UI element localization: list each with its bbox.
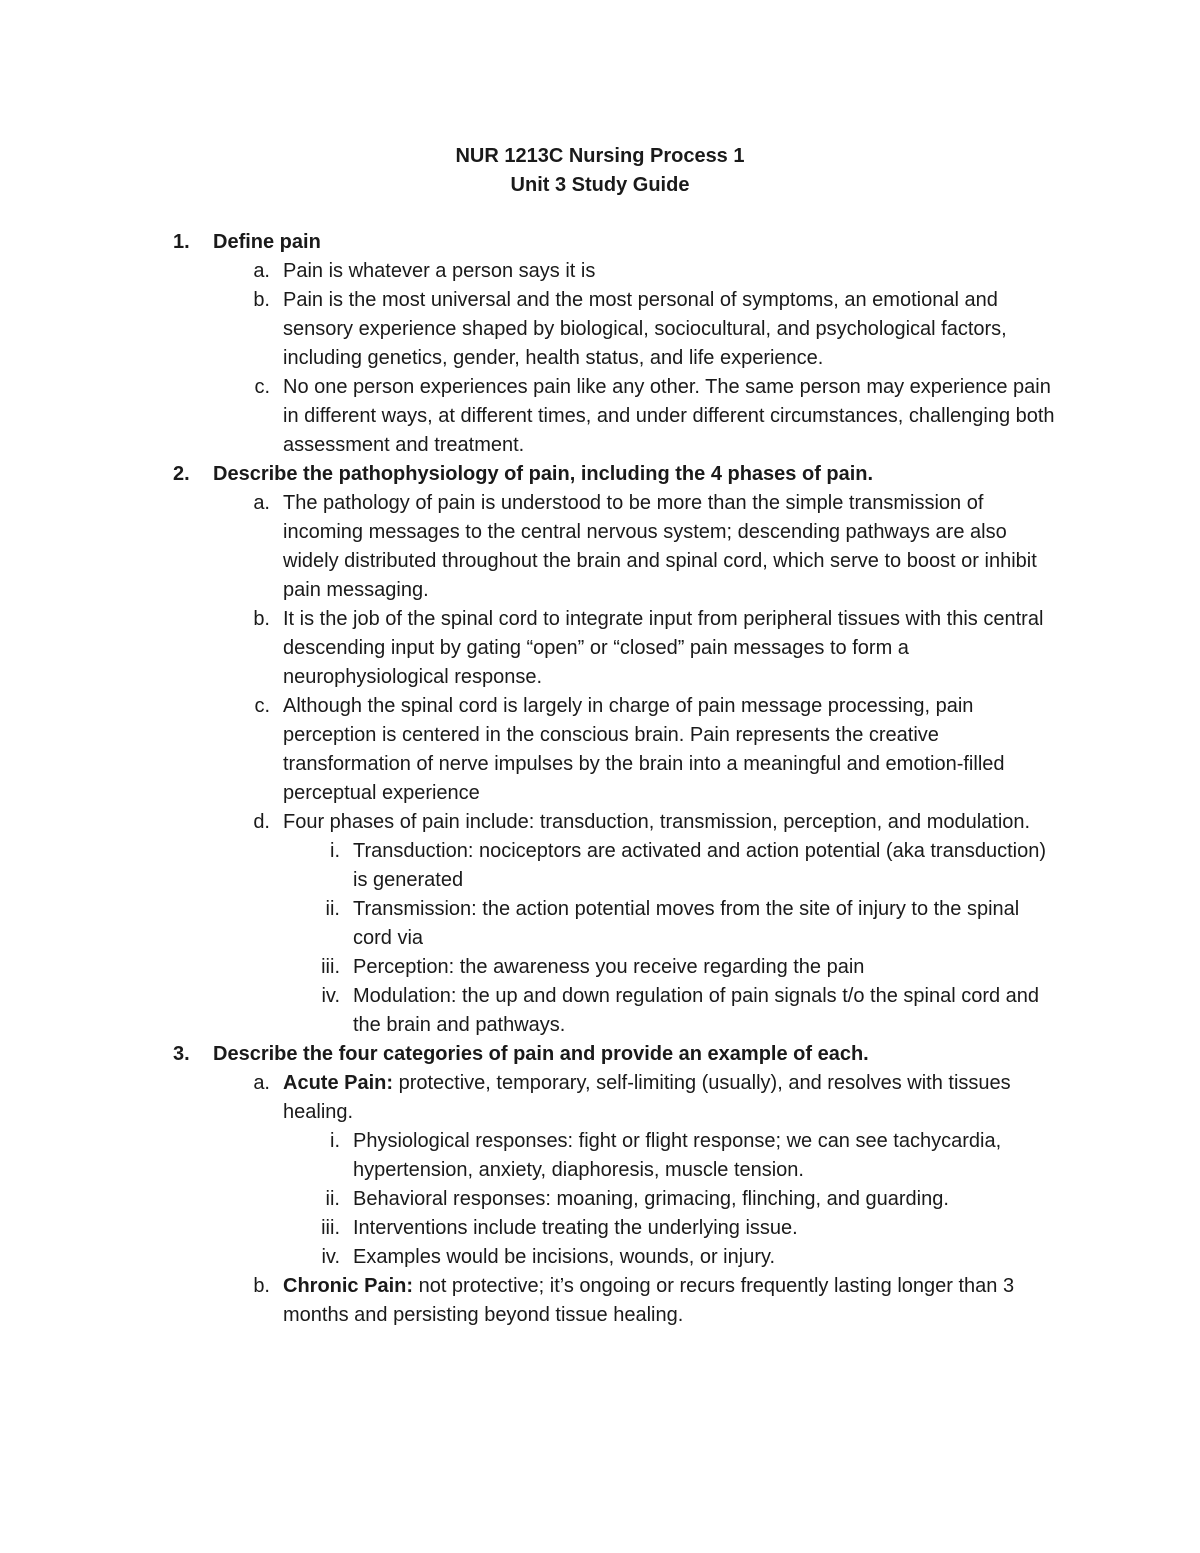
subitem-text: Interventions include treating the underlying issue. (353, 1217, 798, 1239)
answer-subitem (0, 982, 1063, 1040)
subitem-text: Transduction: nociceptors are activated and action potential (aka transduction) is generated (353, 840, 1046, 891)
question-heading (0, 228, 1093, 257)
question-1 (0, 228, 1200, 460)
answer-item (0, 257, 1063, 286)
subitem-text: Modulation: the up and down regulation of pain signals t/o the spinal cord and the brain and pathways. (353, 985, 1040, 1036)
subitem-text: Physiological responses: fight or flight response; we can see tachycardia, hypertension, anxiety, diaphoresis, muscle tension. (353, 1130, 1002, 1181)
item-text: Four phases of pain include: transduction, transmission, perception, and modulation. (283, 811, 1031, 833)
item-text: No one person experiences pain like any other. The same person may experience pain in different ways, at different times, and under different circumstances, challenging both assessment and treatment. (283, 376, 1055, 456)
subitem-text: Transmission: the action potential moves from the site of injury to the spinal cord via (353, 898, 1020, 949)
question-3 (0, 1040, 1200, 1330)
answer-subitem (0, 1185, 1063, 1214)
answer-subitem (0, 1214, 1063, 1243)
subitem-marker: iii. (321, 956, 340, 978)
item-marker: a. (253, 492, 270, 514)
question-text: Define pain (213, 231, 321, 253)
answer-subitem (0, 837, 1063, 895)
subitem-text: Behavioral responses: moaning, grimacing, flinching, and guarding. (353, 1188, 949, 1210)
item-marker: d. (253, 811, 270, 833)
question-heading (0, 460, 1093, 489)
item-text: It is the job of the spinal cord to integrate input from peripheral tissues with this central descending input by gating “open” or “closed” pain messages to form a neurophysiological response. (283, 608, 1044, 688)
item-marker: b. (253, 608, 270, 630)
subitem-marker: iii. (321, 1217, 340, 1239)
subitem-marker: i. (330, 840, 340, 862)
item-marker: c. (254, 376, 270, 398)
answer-subitem (0, 895, 1063, 953)
item-marker: a. (253, 1072, 270, 1094)
answer-item (0, 605, 1063, 692)
item-text: protective, temporary, self-limiting (usually), and resolves with tissues healing. (283, 1072, 1011, 1123)
item-text: Pain is the most universal and the most personal of symptoms, an emotional and sensory experience shaped by biological, sociocultural, and psychological factors, including genetics, gender, health status, and life experience. (283, 289, 1007, 369)
item-marker: a. (253, 260, 270, 282)
subitem-marker: ii. (325, 1188, 340, 1210)
question-number: 1. (173, 231, 190, 253)
question-number: 2. (173, 463, 190, 485)
subitem-marker: iv. (321, 985, 340, 1007)
item-text: The pathology of pain is understood to be more than the simple transmission of incoming messages to the central nervous system; descending pathways are also widely distributed throughout the brain and spinal cord, which serve to boost or inhibit pain messaging. (283, 492, 1037, 601)
guide-title: Unit 3 Study Guide (510, 174, 690, 196)
answer-subitem (0, 1243, 1063, 1272)
question-number: 3. (173, 1043, 190, 1065)
pain-category-label: Acute Pain: (283, 1072, 394, 1094)
course-title: NUR 1213C Nursing Process 1 (455, 145, 745, 167)
document-header (0, 142, 1200, 200)
subitem-text: Perception: the awareness you receive regarding the pain (353, 956, 865, 978)
answer-item (0, 808, 1063, 837)
study-guide-content (0, 228, 1200, 1330)
item-marker: b. (253, 1275, 270, 1297)
item-text: Although the spinal cord is largely in charge of pain message processing, pain perception is centered in the conscious brain. Pain represents the creative transformation of nerve impulses by the brain into a meaningful and emotion-filled perceptual experience (283, 695, 1005, 804)
subitem-marker: i. (330, 1130, 340, 1152)
item-text: not protective; it’s ongoing or recurs frequently lasting longer than 3 months and persisting beyond tissue healing. (283, 1275, 1015, 1326)
answer-item (0, 692, 1063, 808)
item-marker: b. (253, 289, 270, 311)
answer-item (0, 489, 1063, 605)
answer-subitem (0, 1127, 1063, 1185)
item-text: Pain is whatever a person says it is (283, 260, 596, 282)
answer-item (0, 373, 1063, 460)
answer-item (0, 1272, 1063, 1330)
question-text: Describe the four categories of pain and provide an example of each. (213, 1043, 869, 1065)
question-text: Describe the pathophysiology of pain, including the 4 phases of pain. (213, 463, 874, 485)
item-marker: c. (254, 695, 270, 717)
answer-item (0, 1069, 1063, 1127)
answer-subitem (0, 953, 1063, 982)
question-heading (0, 1040, 1093, 1069)
pain-category-label: Chronic Pain: (283, 1275, 414, 1297)
question-2 (0, 460, 1200, 1040)
answer-item (0, 286, 1063, 373)
subitem-marker: iv. (321, 1246, 340, 1268)
subitem-text: Examples would be incisions, wounds, or injury. (353, 1246, 776, 1268)
subitem-marker: ii. (325, 898, 340, 920)
